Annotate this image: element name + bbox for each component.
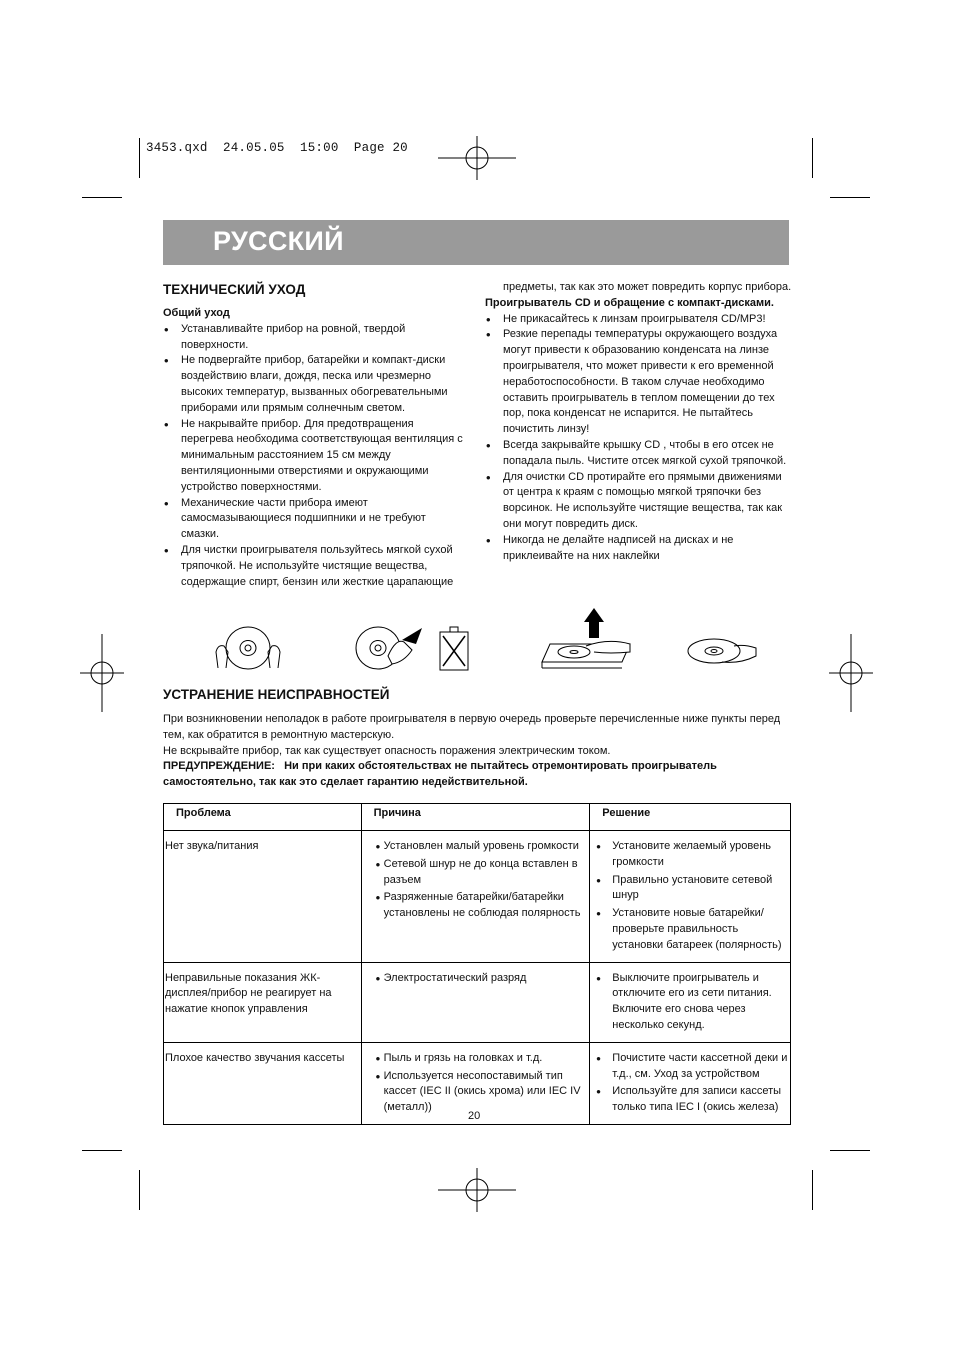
- cd-care-list: [485, 312, 795, 565]
- list-item: • Сетевой шнур не до конца вставлен в разъем: [364, 857, 588, 889]
- page-number: 20: [468, 1110, 481, 1122]
- crop-mark: [139, 1170, 140, 1210]
- list-item: • Используйте для записи кассеты только типа IEC I (окись железа): [592, 1084, 788, 1116]
- list-item: • Механические части прибора имеют самосмазывающиеся подшипники и не требуют смазки.: [163, 496, 463, 543]
- file-slug: 3453.qxd 24.05.05 15:00 Page 20: [146, 141, 408, 155]
- list-item: • Резкие перепады температуры окружающего воздуха могут привести к образованию конденсата на линзе проигрывателя, что может привести к его временной неработоспособности. В таком случае необходимо оставить проигрыватель в теплом помещении до тех пор, пока конденсат не испарится. Не пытайтесь почистить линзу!: [485, 327, 795, 438]
- list-item: • Не накрывайте прибор. Для предотвращения перегрева необходима соответствующая вентиляция с минимальным расстоянием 15 см между вентиляционными отверстиями и окружающими устройство поверхностями.: [163, 417, 463, 496]
- disc-wipe-no-solvents-illustration: [352, 624, 478, 672]
- maintenance-title: ТЕХНИЧЕСКИЙ УХОД: [163, 282, 306, 297]
- crop-mark: [830, 1150, 870, 1151]
- list-item: • Пыль и грязь на головках и т.д.: [364, 1051, 588, 1067]
- table-row: [164, 962, 791, 1042]
- list-item: • Установите новые батарейки/ проверьте правильность установки батареек (полярность): [592, 906, 788, 953]
- crop-mark: [830, 197, 870, 198]
- crop-mark: [82, 197, 122, 198]
- column-header-solution: Решение: [590, 804, 791, 831]
- disc-held-by-edges-illustration: [210, 622, 286, 672]
- solution-cell: [590, 831, 791, 963]
- list-item: • Установлен малый уровень громкости: [364, 839, 588, 855]
- list-item: • Выключите проигрыватель и отключите его из сети питания. Включите его снова через несколько секунд.: [592, 971, 788, 1034]
- column-header-cause: Причина: [361, 804, 590, 831]
- list-item: • Всегда закрывайте крышку CD , чтобы в его отсек не попадала пыль. Чистите отсек мягкой сухой тряпочкой.: [485, 438, 795, 470]
- solution-cell: [590, 962, 791, 1042]
- column-header-problem: Проблема: [164, 804, 362, 831]
- language-title: РУССКИЙ: [213, 226, 344, 256]
- disc-insert-tray-illustration: [538, 608, 634, 670]
- registration-mark-top: [438, 136, 516, 180]
- table-header-row: [164, 804, 791, 831]
- list-item: • Правильно установите сетевой шнур: [592, 873, 788, 905]
- problem-cell: Нет звука/питания: [164, 831, 362, 963]
- list-item: • Никогда не делайте надписей на дисках и не приклеивайте на них наклейки: [485, 533, 795, 565]
- crop-mark: [82, 1150, 122, 1151]
- cause-cell: [361, 831, 590, 963]
- list-item: • Устанавливайте прибор на ровной, твердой поверхности.: [163, 322, 463, 354]
- solution-cell: [590, 1042, 791, 1124]
- list-item: • Не подвергайте прибор, батарейки и компакт-диски воздействию влаги, дождя, песка или чрезмерно высоких температур, вызванных обогревательными приборами или прямым солнечным светом.: [163, 353, 463, 416]
- list-item: • Электростатический разряд: [364, 971, 588, 987]
- list-item: • Для очистки CD протирайте его прямыми движениями от центра к краям с помощью мягкой тряпочки без ворсинок. Не используйте чистящие вещества, так как они могут повредить диск.: [485, 470, 795, 533]
- problem-cell: Неправильные показания ЖК-дисплея/прибор не реагирует на нажатие кнопок управления: [164, 962, 362, 1042]
- warranty-warning: ПРЕДУПРЕЖДЕНИЕ: Ни при каких обстоятельствах не пытайтесь отремонтировать проигрыватель самостоятельно, так как это сделает гарантию недействительной.: [163, 760, 720, 789]
- crop-mark: [139, 138, 140, 178]
- disc-on-hand-illustration: [684, 634, 760, 668]
- maintenance-right-column: [485, 280, 795, 564]
- troubleshooting-title: УСТРАНЕНИЕ НЕИСПРАВНОСТЕЙ: [163, 687, 390, 702]
- troubleshooting-intro-text: При возникновении неполадок в работе проигрывателя в первую очередь проверьте перечисленные ниже пункты перед тем, как обратится в ремонтную мастерскую.: [163, 713, 781, 741]
- registration-mark-bottom: [438, 1168, 516, 1212]
- registration-mark-right: [829, 634, 873, 712]
- crop-mark: [812, 1170, 813, 1210]
- problem-cell: Плохое качество звучания кассеты: [164, 1042, 362, 1124]
- list-item: • Установите желаемый уровень громкости: [592, 839, 788, 871]
- registration-mark-left: [80, 634, 124, 712]
- maintenance-left-column: [163, 306, 463, 590]
- list-item: • Не прикасайтесь к линзам проигрывателя CD/MP3!: [485, 312, 795, 328]
- list-item: • Используется несопоставимый тип кассет (IEC II (окись хрома) или IEC IV (металл)): [364, 1069, 588, 1116]
- list-item: • Разряженные батарейки/батарейки установлены не соблюдая полярность: [364, 890, 588, 922]
- list-item: • Для чистки проигрывателя пользуйтесь мягкой сухой тряпочкой. Не используйте чистящие вещества, содержащие спирт, бензин или жесткие царапающие: [163, 543, 463, 590]
- troubleshooting-intro: [163, 712, 783, 791]
- list-item: • Почистите части кассетной деки и т.д., см. Уход за устройством: [592, 1051, 788, 1083]
- table-row: [164, 831, 791, 963]
- crop-mark: [812, 138, 813, 178]
- cause-cell: [361, 962, 590, 1042]
- language-banner: [163, 220, 789, 265]
- general-care-title: Общий уход: [163, 307, 230, 319]
- cd-care-title: Проигрыватель CD и обращение с компакт-дисками.: [485, 296, 774, 309]
- general-care-list: [163, 322, 463, 591]
- shock-hazard-text: Не вскрывайте прибор, так как существует опасность поражения электрическим током.: [163, 744, 611, 757]
- troubleshooting-table: [163, 803, 791, 1125]
- general-care-continuation: предметы, так как это может повредить корпус прибора.: [503, 281, 792, 293]
